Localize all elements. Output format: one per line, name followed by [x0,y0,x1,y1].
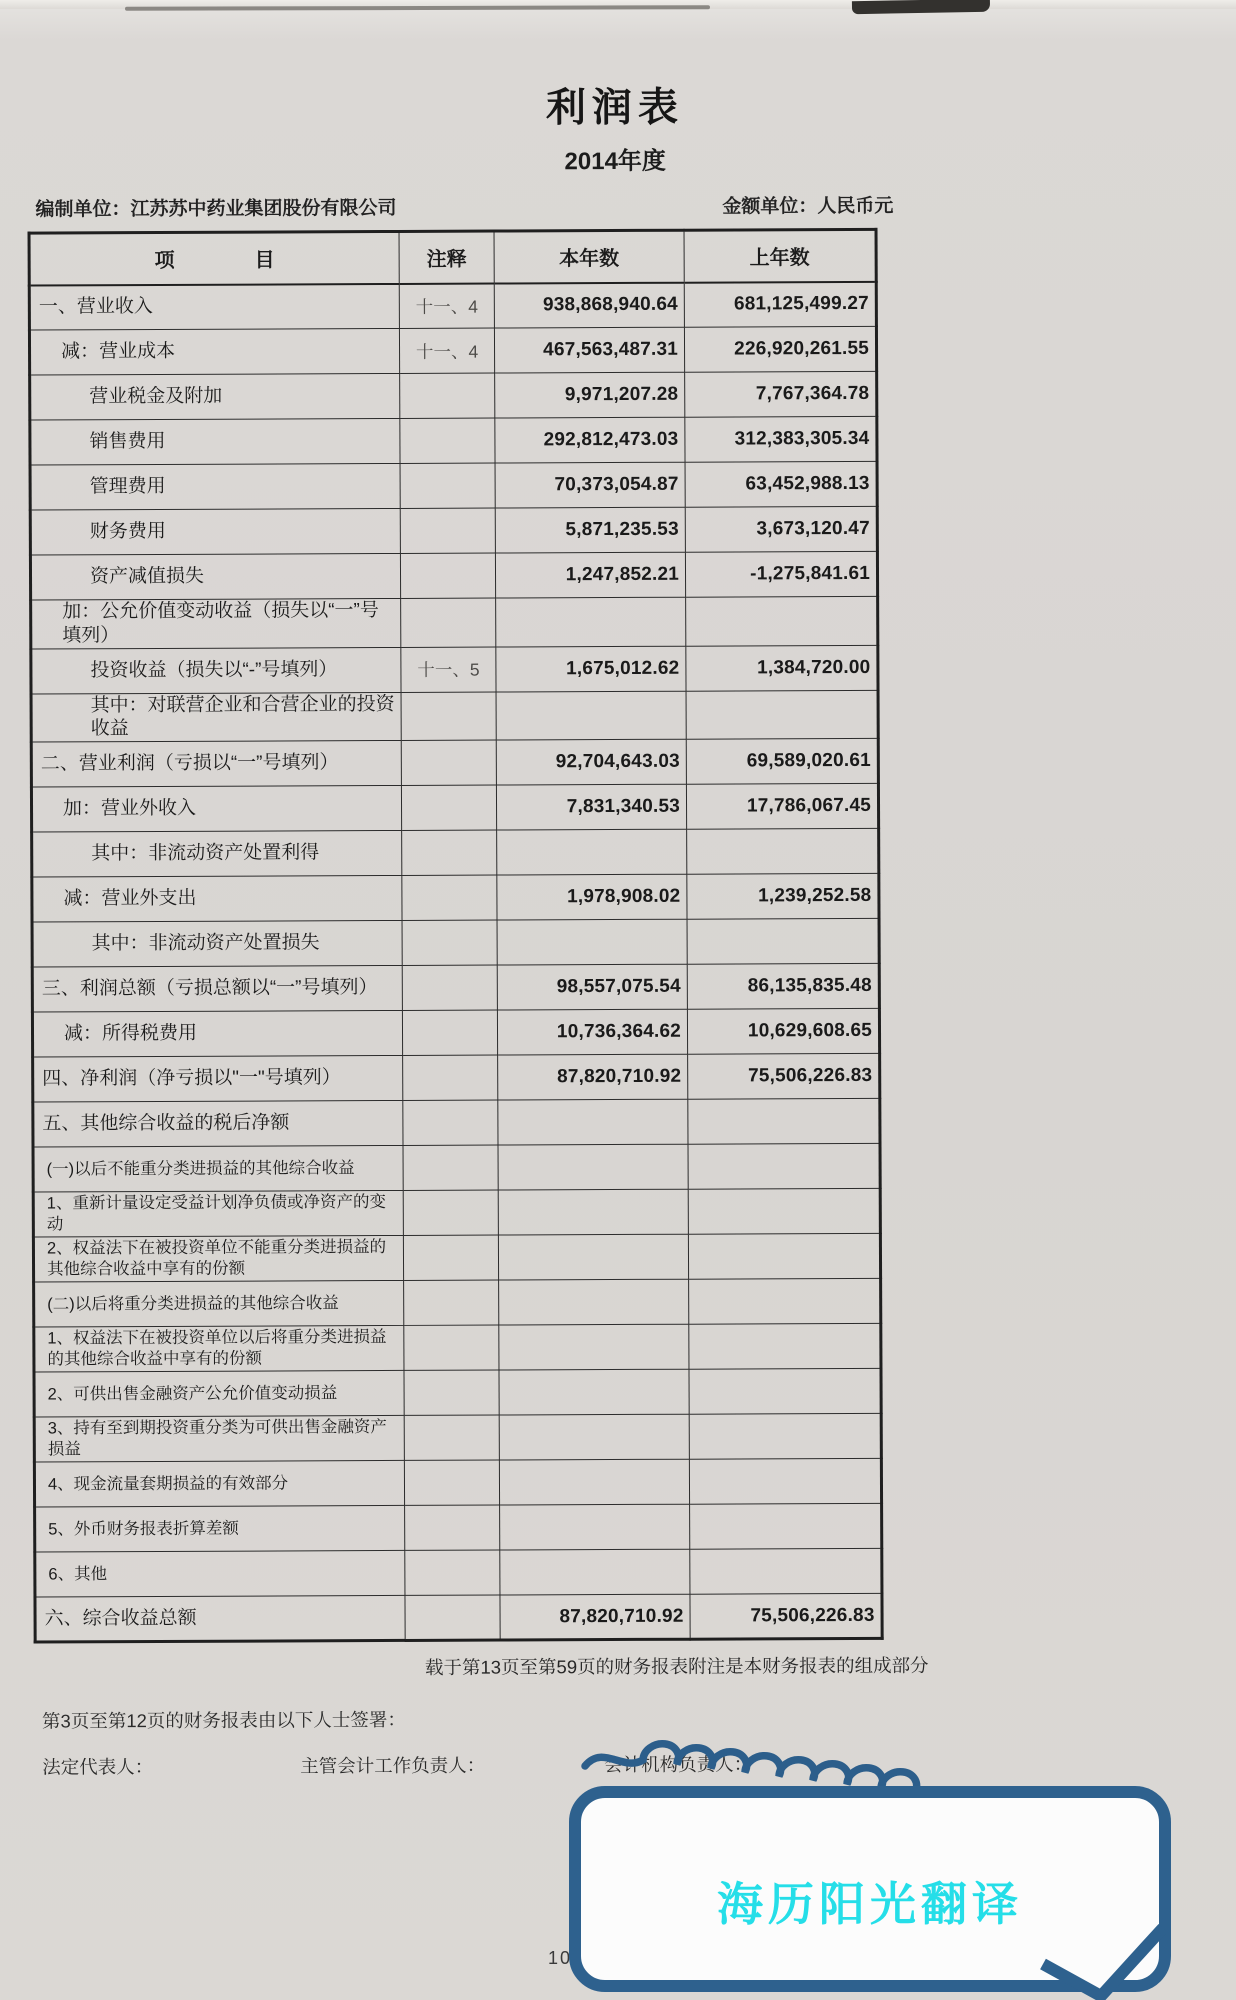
item-cell: 其中：对联营企业和合营企业的投资收益 [31,692,401,742]
prior-year-cell [689,1278,881,1324]
note-cell [404,1460,499,1505]
prior-year-cell: 63,452,988.13 [685,461,877,507]
item-cell: 四、净利润（净亏损以"一"号填列） [33,1055,403,1102]
note-cell [405,1505,500,1550]
item-cell: 1、重新计量设定受益计划净负债或净资产的变动 [33,1190,403,1237]
note-cell [402,875,497,920]
table-row [32,918,879,967]
current-year-cell: 1,978,908.02 [497,874,687,920]
table-row [35,1503,882,1552]
prior-year-cell [689,1458,881,1504]
note-cell [404,1370,499,1415]
item-cell: 5、外币财务报表折算差额 [35,1505,405,1552]
current-year-cell [499,1414,689,1460]
prior-year-cell: 75,506,226.83 [690,1593,882,1639]
table-row [29,326,876,375]
item-cell: 2、可供出售金融资产公允价值变动损益 [34,1370,404,1417]
currency-note: 金额单位：人民币元 [722,195,894,218]
note-cell [404,1325,499,1370]
table-row [30,506,877,555]
prior-year-cell [688,1188,880,1234]
prior-year-cell: 312,383,305.34 [685,416,877,462]
current-year-cell [500,1504,690,1550]
prior-year-cell [686,690,878,739]
note-cell [401,785,496,830]
note-cell [400,463,495,508]
current-year-cell: 9,971,207.28 [495,372,685,418]
current-year-cell [496,691,686,740]
note-cell [404,1415,499,1460]
note-cell [403,1145,498,1190]
note-cell: 十一、5 [401,647,496,692]
table-header-row [29,229,876,285]
prior-year-cell [686,596,878,645]
table-row [33,1233,880,1282]
current-year-cell: 292,812,473.03 [495,417,685,463]
current-year-cell: 10,736,364.62 [497,1009,687,1055]
current-year-cell: 87,820,710.92 [498,1054,688,1100]
note-cell [402,965,497,1010]
current-year-cell [497,829,687,875]
note-cell [403,1100,498,1145]
current-year-cell [499,1279,689,1325]
header-note: 注释 [399,231,494,283]
table-row [30,416,877,465]
prior-year-cell: 75,506,226.83 [688,1053,880,1099]
table-row [33,1098,880,1147]
current-year-cell [499,1369,689,1415]
prior-year-cell [690,1503,882,1549]
current-year-cell [499,1459,689,1505]
item-cell: 三、利润总额（亏损总额以“一”号填列） [32,965,402,1012]
current-year-cell: 938,868,940.64 [494,282,684,328]
note-cell [400,553,495,598]
table-row [30,551,877,600]
item-cell: 减：营业外支出 [32,875,402,922]
item-cell: 资产减值损失 [30,553,400,600]
table-row [30,461,877,510]
table-row [34,1458,881,1507]
prior-year-cell [689,1413,881,1459]
table-row [33,1188,880,1237]
income-statement-table [28,228,884,1644]
note-cell [400,418,495,463]
table-row [32,873,879,922]
item-cell: 4、现金流量套期损益的有效部分 [34,1460,404,1507]
current-year-cell [499,1324,689,1370]
prior-year-cell [688,1233,880,1279]
current-year-cell: 1,675,012.62 [496,646,686,692]
item-cell: 财务费用 [30,508,400,555]
chief-accountant-label: 主管会计工作负责人： [300,1754,486,1777]
header-current-year: 本年数 [494,230,684,283]
current-year-cell: 70,373,054.87 [495,462,685,508]
note-cell: 十一、4 [399,328,494,373]
item-cell: 五、其他综合收益的税后净额 [33,1100,403,1147]
item-cell: 投资收益（损失以“-”号填列） [31,647,401,694]
legal-representative-label: 法定代表人： [42,1756,154,1778]
table-row [30,371,877,420]
item-cell: 管理费用 [30,463,400,510]
item-cell: (二)以后将重分类进损益的其他综合收益 [34,1280,404,1327]
current-year-cell [498,1144,688,1190]
note-cell [403,1235,498,1280]
page-number: 10 [548,1948,573,1968]
current-year-cell: 98,557,075.54 [497,964,687,1010]
current-year-cell: 5,871,235.53 [495,507,685,553]
current-year-cell [500,1549,690,1595]
watermark-text: 海历阳光翻译 [717,1878,1023,1930]
page-title: 利润表 [545,85,685,131]
note-cell [400,508,495,553]
prior-year-cell [689,1323,881,1369]
item-cell: (一)以后不能重分类进损益的其他综合收益 [33,1145,403,1192]
prior-year-cell [689,1368,881,1414]
spiral-loops-icon [585,1744,917,1792]
note-cell [405,1550,500,1595]
item-cell: 2、权益法下在被投资单位不能重分类进损益的其他综合收益中享有的份额 [33,1235,403,1282]
statement-note: 载于第13页至第59页的财务报表附注是本财务报表的组成部分 [424,1654,929,1678]
note-cell [404,1280,499,1325]
current-year-cell [498,1189,688,1235]
current-year-cell: 1,247,852.21 [495,552,685,598]
meta-row [35,191,893,222]
note-cell [405,1595,500,1640]
item-cell: 减：营业成本 [29,328,399,375]
header-prior-year: 上年数 [684,229,876,282]
table-row [35,1593,882,1642]
table-row [32,963,879,1012]
item-cell: 加：营业外收入 [31,785,401,832]
prior-year-cell: -1,275,841.61 [685,551,877,597]
item-cell: 其中：非流动资产处置利得 [32,830,402,877]
prior-year-cell: 1,239,252.58 [687,873,879,919]
accounting-head-label: 会计机构负责人： [604,1753,753,1776]
item-cell: 6、其他 [35,1550,405,1597]
prior-year-cell: 1,384,720.00 [686,645,878,691]
note-cell [402,830,497,875]
prior-year-cell: 10,629,608.65 [687,1008,879,1054]
signature-intro: 第3页至第12页的财务报表由以下人士签署： [41,1708,406,1732]
prior-year-cell [688,1143,880,1189]
table-row [31,596,878,648]
current-year-cell: 87,820,710.92 [500,1594,690,1640]
note-cell [403,1055,498,1100]
current-year-cell [497,919,687,965]
prior-year-cell: 17,786,067.45 [686,783,878,829]
prior-year-cell [687,918,879,964]
prior-year-cell: 86,135,835.48 [687,963,879,1009]
item-cell: 1、权益法下在被投资单位以后将重分类进损益的其他综合收益中享有的份额 [34,1325,404,1372]
item-cell: 营业税金及附加 [30,373,400,420]
note-cell [401,692,496,741]
item-cell: 3、持有至到期投资重分类为可供出售金融资产损益 [34,1415,404,1462]
note-cell [401,740,496,785]
prior-year-cell: 226,920,261.55 [684,326,876,372]
table-row [35,1548,882,1597]
prepared-by: 编制单位：江苏苏中药业集团股份有限公司 [35,197,397,221]
table-row [34,1323,881,1372]
current-year-cell: 467,563,487.31 [494,327,684,373]
table-row [31,738,878,787]
item-cell: 一、营业收入 [29,283,399,330]
current-year-cell [496,597,686,646]
prior-year-cell: 681,125,499.27 [684,281,876,327]
note-cell [402,920,497,965]
item-cell: 六、综合收益总额 [35,1595,405,1642]
prior-year-cell [690,1548,882,1594]
prior-year-cell: 3,673,120.47 [685,506,877,552]
item-cell: 销售费用 [30,418,400,465]
item-cell: 减：所得税费用 [32,1010,402,1057]
current-year-cell [498,1099,688,1145]
note-cell: 十一、4 [399,283,494,328]
table-row [31,783,878,832]
table-row [31,690,878,742]
note-cell [402,1010,497,1055]
current-year-cell: 92,704,643.03 [496,739,686,785]
current-year-cell: 7,831,340.53 [496,784,686,830]
prior-year-cell [688,1098,880,1144]
report-period: 2014年度 [564,147,666,176]
table-row [29,281,876,330]
table-row [32,1008,879,1057]
note-cell [401,598,496,647]
prior-year-cell [687,828,879,874]
item-cell: 其中：非流动资产处置损失 [32,920,402,967]
item-cell: 二、营业利润（亏损以“一”号填列） [31,740,401,787]
table-row [34,1278,881,1327]
table-row [33,1143,880,1192]
table-row [31,645,878,694]
note-cell [400,373,495,418]
item-cell: 加：公允价值变动收益（损失以“一”号填列） [31,598,401,648]
table-row [34,1368,881,1417]
table-row [34,1413,881,1462]
table-row [33,1053,880,1102]
current-year-cell [498,1234,688,1280]
watermark-doodle [545,1730,1236,2000]
table-row [32,828,879,877]
prior-year-cell: 69,589,020.61 [686,738,878,784]
note-cell [403,1190,498,1235]
prior-year-cell: 7,767,364.78 [685,371,877,417]
header-item: 项 目 [29,231,399,285]
